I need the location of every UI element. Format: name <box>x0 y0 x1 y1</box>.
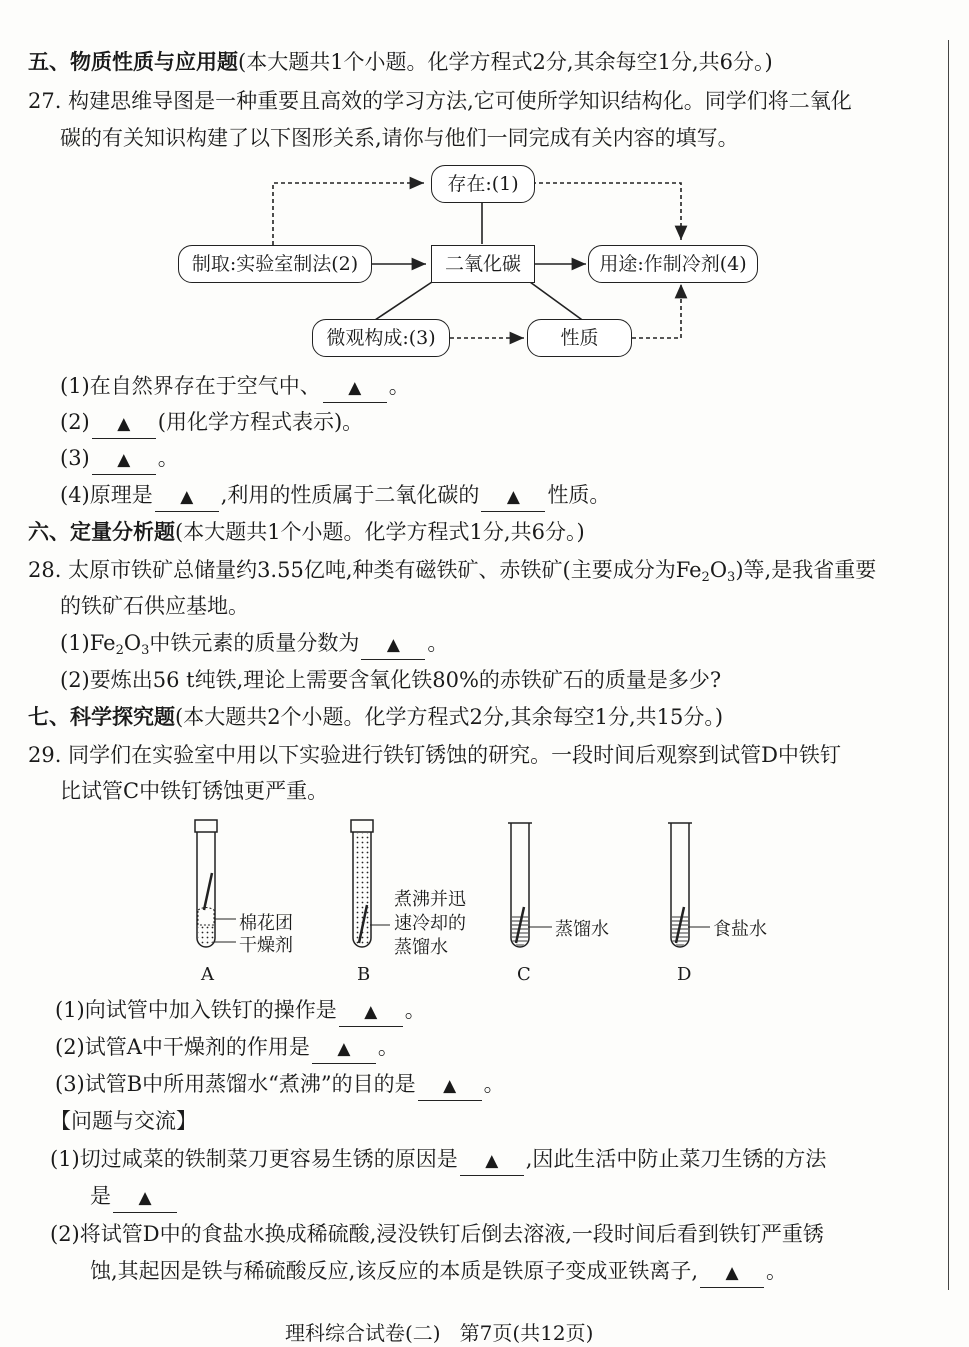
answer-blank[interactable]: ▲ <box>460 1145 524 1176</box>
section5-note: (本大题共1个小题。化学方程式2分,其余每空1分,共6分。) <box>238 50 773 74</box>
q29-discuss-1: (1)切过咸菜的铁制菜刀更容易生锈的原因是 ▲ ,因此生活中防止菜刀生锈的方法 <box>50 1145 826 1176</box>
q29-answer-2: (2)试管A中干燥剂的作用是 ▲ 。 <box>55 1033 399 1064</box>
node-use: 用途:作制冷剂(4) <box>588 245 758 283</box>
answer-blank[interactable]: ▲ <box>113 1182 177 1213</box>
test-tubes-figure <box>0 815 969 965</box>
answer-blank[interactable]: ▲ <box>700 1257 764 1288</box>
tube-letter-c: C <box>517 964 531 985</box>
answer-blank[interactable]: ▲ <box>481 481 545 512</box>
q27-answer-4: (4)原理是 ▲ ,利用的性质属于二氧化碳的 ▲ 性质。 <box>60 481 610 512</box>
tube-b-label-3: 蒸馏水 <box>394 937 448 958</box>
node-exist: 存在:(1) <box>431 165 535 203</box>
answer-blank[interactable]: ▲ <box>92 408 156 439</box>
section6-title: 六、定量分析题 <box>28 519 175 544</box>
q28-stem-line1: 28. 太原市铁矿总储量约3.55亿吨,种类有磁铁矿、赤铁矿(主要成分为Fe2O3)等,是我省重要 <box>28 558 877 585</box>
section7-heading <box>28 703 723 731</box>
link-center-prop <box>530 282 585 322</box>
q28-answer-1: (1)Fe2O3中铁元素的质量分数为 ▲ 。 <box>60 631 449 658</box>
tube-a-label-desiccant: 干燥剂 <box>239 935 293 956</box>
answer-blank[interactable]: ▲ <box>92 444 156 475</box>
answer-blank[interactable]: ▲ <box>312 1033 376 1064</box>
q28-answer-2: (2)要炼出56 t纯铁,理论上需要含氧化铁80%的赤铁矿石的质量是多少? <box>60 668 722 692</box>
tube-b-label-2: 速冷却的 <box>394 913 466 934</box>
section7-note: (本大题共2个小题。化学方程式2分,其余每空1分,共15分。) <box>175 705 724 729</box>
q29-stem-line2: 比试管C中铁钉锈蚀更严重。 <box>60 779 329 803</box>
q27-stem-line2: 碳的有关知识构建了以下图形关系,请你与他们一同完成有关内容的填写。 <box>60 126 739 150</box>
tube-letter-a: A <box>201 964 214 985</box>
node-co2: 二氧化碳 <box>431 245 535 283</box>
arrow-prop-to-use <box>632 284 681 338</box>
discussion-heading: 【问题与交流】 <box>50 1109 197 1133</box>
q27-stem-line1: 27. 构建思维导图是一种重要且高效的学习方法,它可使所学知识结构化。同学们将二氧化 <box>28 89 852 113</box>
q29-discuss-2-line1: (2)将试管D中的食盐水换成稀硫酸,浸没铁钉后倒去溶液,一段时间后看到铁钉严重锈 <box>50 1222 824 1246</box>
tube-c-label: 蒸馏水 <box>555 919 609 940</box>
q27-answer-1: (1)在自然界存在于空气中、 ▲ 。 <box>60 372 410 403</box>
section5-heading <box>28 48 773 76</box>
q29-answer-1: (1)向试管中加入铁钉的操作是 ▲ 。 <box>55 996 426 1027</box>
page-footer: 理科综合试卷(二) 第7页(共12页) <box>285 1321 594 1345</box>
arrow-exist-to-use <box>532 183 681 240</box>
tube-letter-b: B <box>357 964 371 985</box>
arrow-prep-to-exist <box>273 183 424 245</box>
section7-title: 七、科学探究题 <box>28 704 175 729</box>
section6-note: (本大题共1个小题。化学方程式1分,共6分。) <box>175 520 585 544</box>
answer-blank[interactable]: ▲ <box>339 996 403 1027</box>
test-tube-d <box>668 823 710 947</box>
link-center-micro <box>372 282 432 322</box>
q29-discuss-1-cont: 是 ▲ <box>90 1182 179 1213</box>
node-micro-structure: 微观构成:(3) <box>312 319 450 357</box>
q29-stem-line1: 29. 同学们在实验室中用以下实验进行铁钉锈蚀的研究。一段时间后观察到试管D中铁钉 <box>28 743 841 767</box>
tube-b-label-1: 煮沸并迅 <box>394 889 466 910</box>
node-preparation: 制取:实验室制法(2) <box>178 245 372 283</box>
q28-stem-line2: 的铁矿石供应基地。 <box>60 594 249 618</box>
tube-d-label: 食盐水 <box>713 919 767 940</box>
answer-blank[interactable]: ▲ <box>418 1070 482 1101</box>
section5-title: 五、物质性质与应用题 <box>28 49 238 74</box>
node-property: 性质 <box>527 319 632 357</box>
test-tube-c <box>508 823 552 947</box>
q29-answer-3: (3)试管B中所用蒸馏水“煮沸”的目的是 ▲ 。 <box>55 1070 505 1101</box>
answer-blank[interactable]: ▲ <box>323 372 387 403</box>
q27-answer-2: (2) ▲ (用化学方程式表示)。 <box>60 408 363 439</box>
test-tube-b <box>351 820 390 947</box>
tube-a-label-cotton: 棉花团 <box>239 913 293 934</box>
tube-letter-d: D <box>677 964 692 985</box>
q29-discuss-2-line2: 蚀,其起因是铁与稀硫酸反应,该反应的本质是铁原子变成亚铁离子, ▲ 。 <box>90 1257 787 1288</box>
answer-blank[interactable]: ▲ <box>361 629 425 660</box>
section6-heading <box>28 518 585 546</box>
q27-answer-3: (3) ▲ 。 <box>60 444 179 475</box>
answer-blank[interactable]: ▲ <box>155 481 219 512</box>
test-tube-a <box>195 820 236 947</box>
